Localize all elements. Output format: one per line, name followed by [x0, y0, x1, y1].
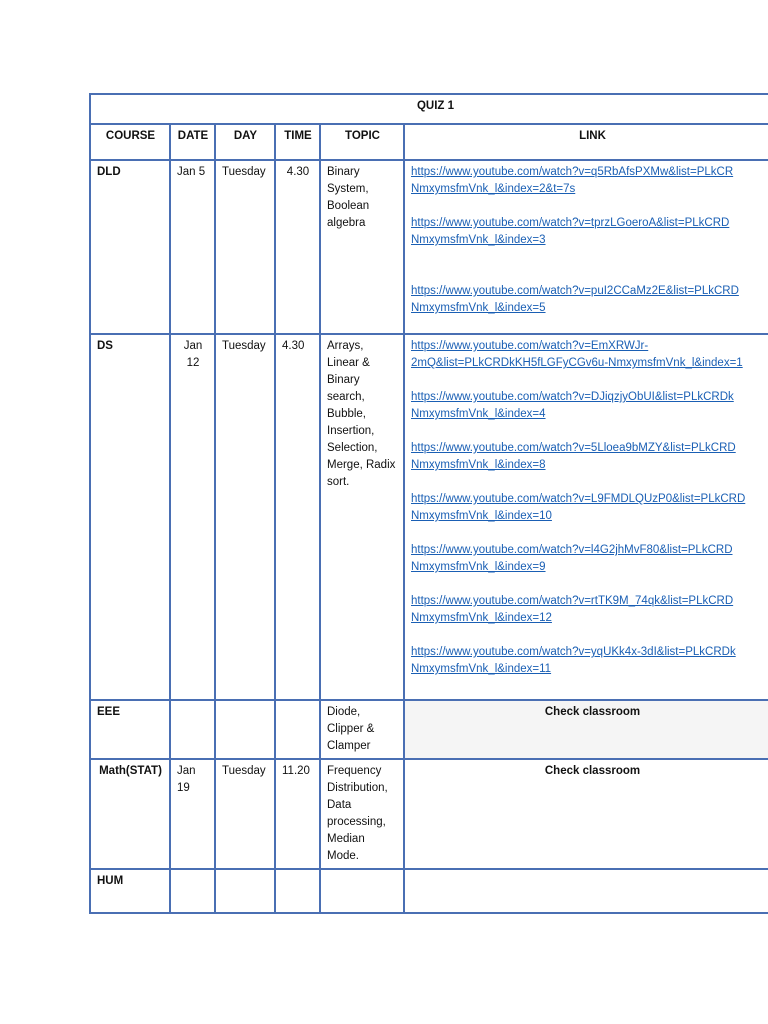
link-line: https://www.youtube.com/watch?v=puI2CCaMz2E&list=PLkCRD [411, 285, 739, 297]
date-cell: Jan 5 [170, 160, 215, 334]
link-line: NmxymsfmVnk_l&index=4 [411, 408, 546, 420]
link-line: NmxymsfmVnk_l&index=3 [411, 234, 546, 246]
link-line: https://www.youtube.com/watch?v=q5RbAfsPXMw&list=PLkCR [411, 166, 734, 178]
header-link: LINK [404, 124, 768, 160]
time-cell [275, 700, 320, 759]
time-cell [275, 869, 320, 913]
link-line: https://www.youtube.com/watch?v=DJiqzjyObUI&list=PLkCRDk [411, 391, 734, 403]
link-cell: Check classroom [404, 700, 768, 759]
link-line: https://www.youtube.com/watch?v=L9FMDLQUzP0&list=PLkCRD [411, 493, 746, 505]
date-cell: Jan 12 [170, 334, 215, 700]
date-cell [170, 869, 215, 913]
link-line: https://www.youtube.com/watch?v=rtTK9M_74qk&list=PLkCRD [411, 595, 734, 607]
link-line: https://www.youtube.com/watch?v=tprzLGoeroA&list=PLkCRD [411, 217, 730, 229]
time-cell: 4.30 [275, 160, 320, 334]
course-cell: DLD [90, 160, 170, 334]
table-title: QUIZ 1 [90, 94, 768, 124]
link-cell [404, 160, 768, 334]
youtube-link[interactable] [411, 164, 768, 198]
header-day: DAY [215, 124, 275, 160]
header-topic: TOPIC [320, 124, 404, 160]
youtube-link[interactable] [411, 338, 768, 372]
quiz-schedule-table [89, 93, 768, 914]
youtube-link[interactable] [411, 542, 768, 576]
date-cell: Jan 19 [170, 759, 215, 869]
day-cell [215, 700, 275, 759]
link-line: NmxymsfmVnk_l&index=5 [411, 302, 546, 314]
header-time: TIME [275, 124, 320, 160]
topic-cell: Binary System, Boolean algebra [320, 160, 404, 334]
link-line: NmxymsfmVnk_l&index=11 [411, 663, 552, 675]
header-date: DATE [170, 124, 215, 160]
course-cell: HUM [90, 869, 170, 913]
table-row [90, 334, 768, 700]
day-cell [215, 869, 275, 913]
topic-cell [320, 869, 404, 913]
link-line: https://www.youtube.com/watch?v=yqUKk4x-3dI&list=PLkCRDk [411, 646, 736, 658]
link-line: NmxymsfmVnk_l&index=2&t=7s [411, 183, 576, 195]
topic-cell: Diode, Clipper & Clamper [320, 700, 404, 759]
youtube-link[interactable] [411, 644, 768, 678]
course-cell: DS [90, 334, 170, 700]
link-cell [404, 869, 768, 913]
link-cell [404, 334, 768, 700]
time-cell: 4.30 [275, 334, 320, 700]
table-row [90, 759, 768, 869]
header-course: COURSE [90, 124, 170, 160]
time-cell: 11.20 [275, 759, 320, 869]
youtube-link[interactable] [411, 283, 768, 317]
day-cell: Tuesday [215, 160, 275, 334]
youtube-link[interactable] [411, 491, 768, 525]
date-cell [170, 700, 215, 759]
link-line: 2mQ&list=PLkCRDkKH5fLGFyCGv6u-NmxymsfmVnk_l&index=1 [411, 357, 743, 369]
course-cell: EEE [90, 700, 170, 759]
course-cell: Math(STAT) [90, 759, 170, 869]
link-line: NmxymsfmVnk_l&index=8 [411, 459, 546, 471]
table-row [90, 869, 768, 913]
day-cell: Tuesday [215, 759, 275, 869]
link-line: NmxymsfmVnk_l&index=9 [411, 561, 546, 573]
youtube-link[interactable] [411, 593, 768, 627]
link-line: NmxymsfmVnk_l&index=10 [411, 510, 552, 522]
table-header-row [90, 124, 768, 160]
youtube-link[interactable] [411, 389, 768, 423]
topic-cell: Arrays, Linear & Binary search, Bubble, Insertion, Selection, Merge, Radix sort. [320, 334, 404, 700]
link-line: https://www.youtube.com/watch?v=l4G2jhMvF80&list=PLkCRD [411, 544, 733, 556]
link-cell: Check classroom [404, 759, 768, 869]
table-row [90, 160, 768, 334]
day-cell: Tuesday [215, 334, 275, 700]
table-row [90, 700, 768, 759]
table-title-row [90, 94, 768, 124]
link-line: NmxymsfmVnk_l&index=12 [411, 612, 552, 624]
link-line: https://www.youtube.com/watch?v=5Lloea9bMZY&list=PLkCRD [411, 442, 736, 454]
youtube-link[interactable] [411, 440, 768, 474]
topic-cell: Frequency Distribution, Data processing, Median Mode. [320, 759, 404, 869]
link-line: https://www.youtube.com/watch?v=EmXRWJr- [411, 340, 649, 352]
youtube-link[interactable] [411, 215, 768, 249]
